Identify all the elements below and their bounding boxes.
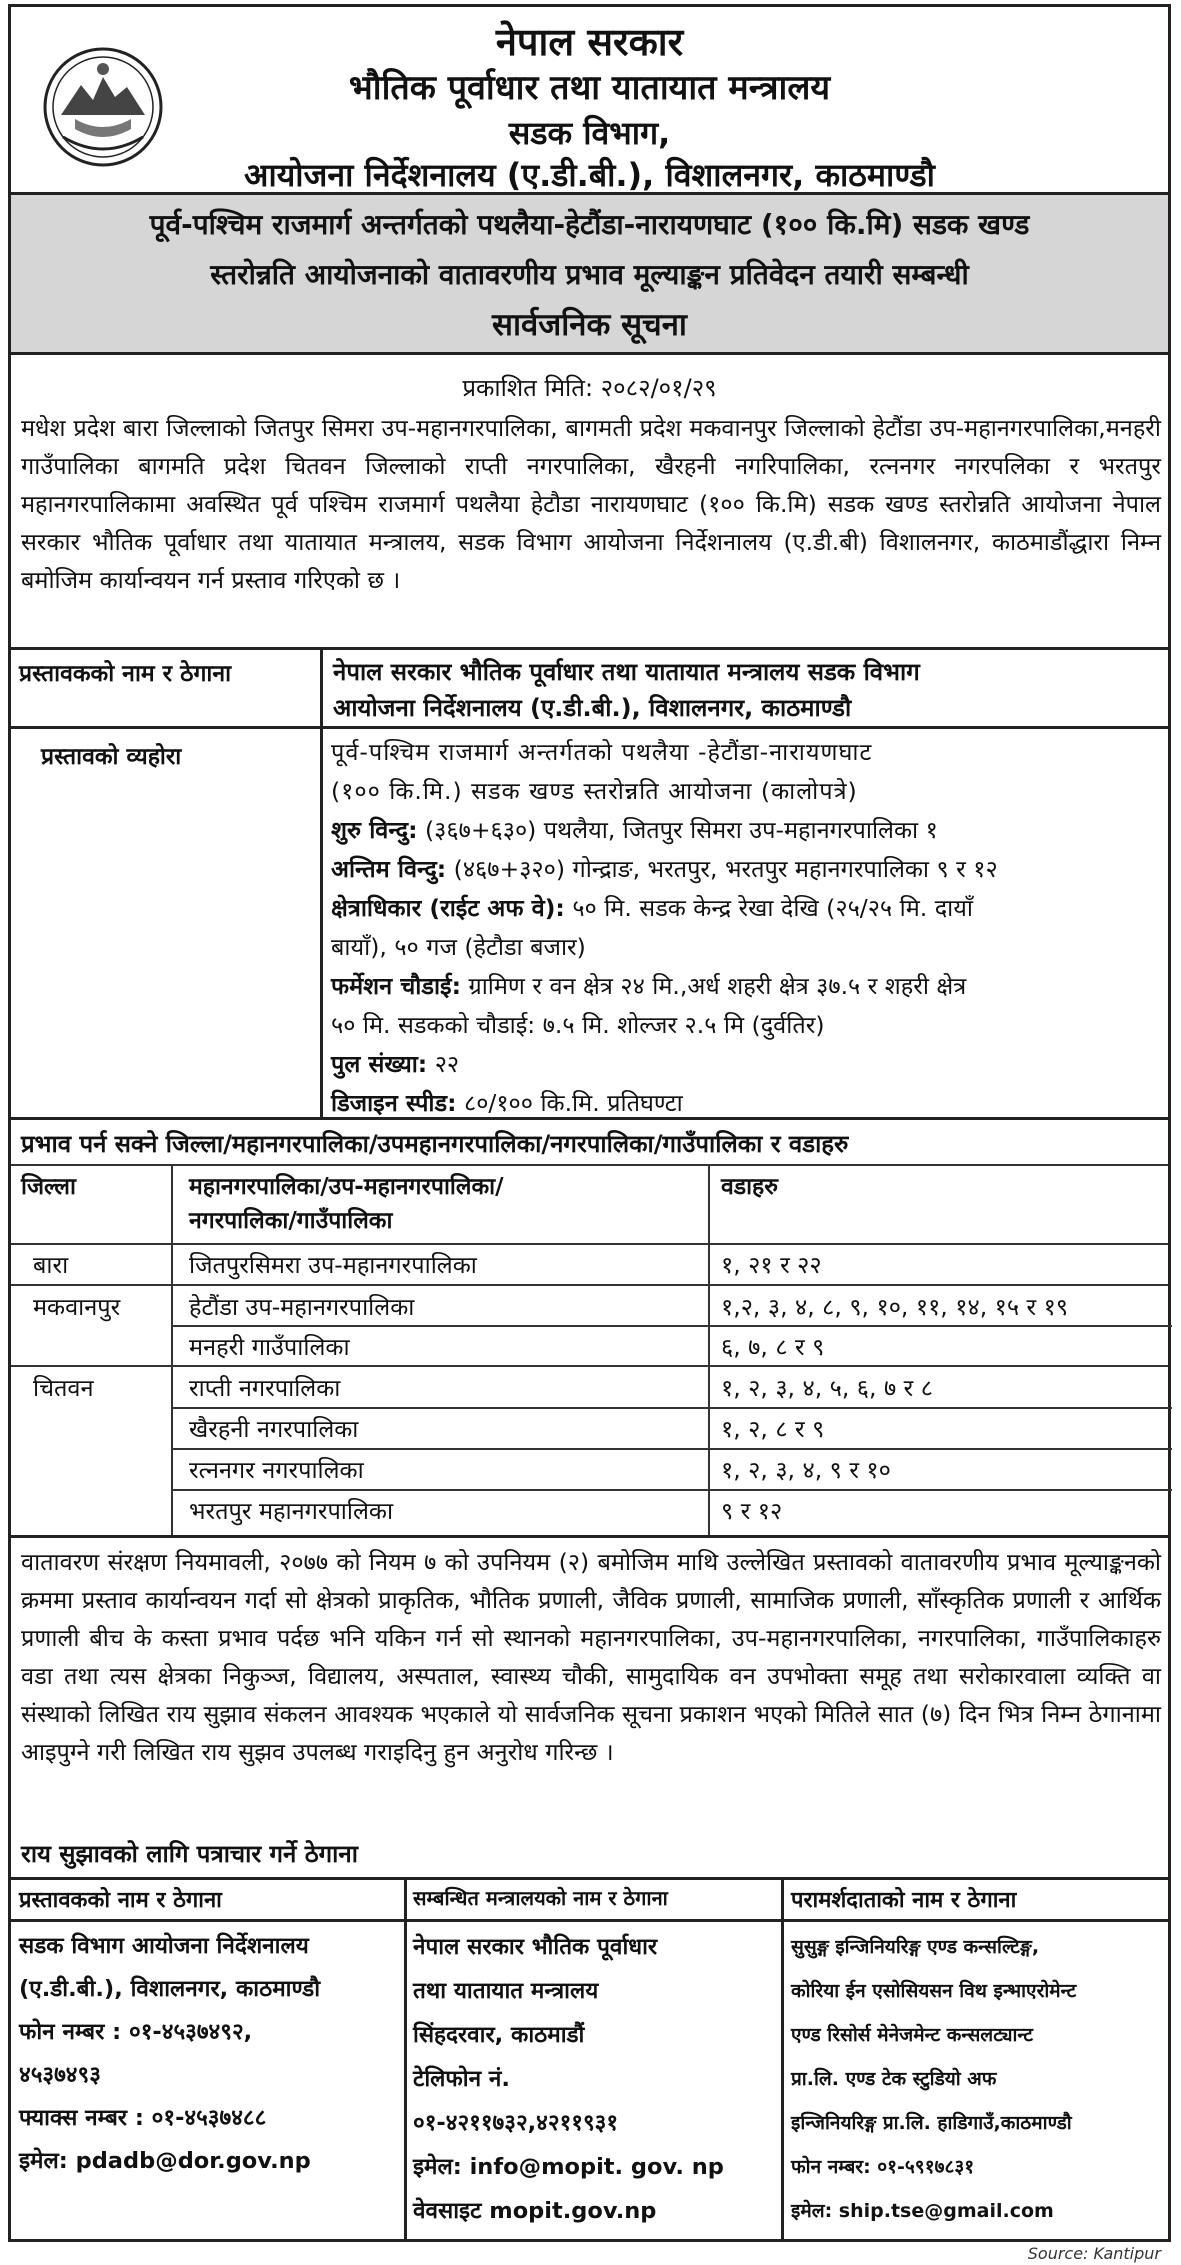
contact-col3-line: प्रा.लि. एण्ड टेक स्टुडियो अफ (791, 2068, 997, 2090)
divider (11, 1284, 1168, 1286)
divider (11, 1877, 1168, 1880)
contact-col1-line: सडक विभाग आयोजना निर्देशनालय (19, 1933, 309, 1959)
contact-col2 (413, 1925, 777, 2233)
proposer-value-line1: नेपाल सरकार भौतिक पूर्वाधार तथा यातायात मन्त्रालय सडक विभाग (333, 658, 920, 686)
contact-col2-email[interactable]: इमेल: info@mopit. gov. np (413, 2154, 724, 2180)
divider (11, 1164, 1168, 1166)
contact-col2-line: सिंहदरवार, काठमाडौं (413, 2022, 585, 2048)
formation-width (331, 967, 1161, 1006)
muni-cell: राप्ती नगरपालिका (189, 1374, 341, 1402)
divider (172, 1407, 1172, 1409)
contact-col2-line: तथा यातायात मन्त्रालय (413, 1978, 599, 2004)
proposer-label: प्रस्तावकको नाम र ठेगाना (11, 650, 323, 726)
muni-cell: रत्ननगर नगरपालिका (189, 1456, 364, 1484)
end-point-label: अन्तिम विन्दु: (331, 855, 447, 883)
formation-width-value-2: ५० मि. सडकको चौडाई: ७.५ मि. शोल्जर २.५ मि (दुर्वतिर) (331, 1011, 825, 1039)
column-divider (708, 1164, 710, 1535)
divider (11, 1365, 1168, 1367)
divider (172, 1325, 1172, 1327)
wards-cell: १,२, ३, ४, ८, ९, १०, ११, १४, १५ र १९ (721, 1293, 1069, 1321)
col-wards-header: वडाहरु (721, 1174, 779, 1200)
wards-cell: १, २, ८ र ९ (721, 1415, 825, 1443)
right-of-way (331, 889, 1161, 928)
start-point-value: (३६७+६३०) पथलैया, जितपुर सिमरा उप-महानगरपालिका १ (417, 816, 938, 844)
contact-col3-header: परामर्शदाताको नाम र ठेगाना (791, 1888, 1017, 1913)
contact-col1-email[interactable]: इमेल: pdadb@dor.gov.np (19, 2148, 311, 2174)
design-speed-label: डिजाइन स्पीड: (331, 1089, 457, 1117)
district-cell: चितवन (33, 1374, 94, 1402)
wards-cell: १, २१ र २२ (721, 1251, 822, 1279)
proposal-details (331, 733, 1161, 1123)
right-of-way-value-2: बायाँ), ५० गज (हेटौडा बजार) (331, 933, 586, 961)
contact-col2-line: नेपाल सरकार भौतिक पूर्वाधार (413, 1934, 658, 1960)
district-cell: मकवानपुर (33, 1293, 121, 1321)
title-line-1: पूर्व-पश्चिम राजमार्ग अन्तर्गतको पथलैया-हेटौंडा-नारायणघाट (१०० कि.मि) सडक खण्ड (149, 208, 1030, 241)
divider (172, 1448, 1172, 1450)
divider (172, 1489, 1172, 1491)
contact-col1-line: ४५३७४९३ (19, 2062, 101, 2088)
start-point-label: शुरु विन्दु: (331, 816, 418, 844)
right-of-way-value: ५० मि. सडक केन्द्र रेखा देखि (२५/२५ मि. दायाँ (564, 894, 973, 922)
proposer-value-line2: आयोजना निर्देशनालय (ए.डी.बी.), विशालनगर, काठमाण्डौ (333, 694, 852, 722)
contact-col2-line: टेलिफोन नं. (413, 2066, 510, 2092)
ministry-title: भौतिक पूर्वाधार तथा यातायात मन्त्रालय (348, 68, 831, 108)
notice-page (8, 4, 1171, 2242)
col-muni-header-line1: महानगरपालिका/उप-महानगरपालिका/ (189, 1174, 504, 1200)
contact-col1-line: (ए.डी.बी.), विशालनगर, काठमाण्डौ (19, 1976, 321, 2002)
department-title: सडक विभाग, (508, 114, 671, 152)
contact-col2-line: ०१-४२११७३२,४२११९३१ (413, 2110, 619, 2136)
govt-title: नेपाल सरकार (495, 20, 684, 64)
muni-cell: भरतपुर महानगरपालिका (189, 1497, 394, 1525)
header (11, 7, 1168, 195)
wards-cell: ६, ७, ८ र ९ (721, 1333, 825, 1361)
contact-col3-line: सुसुङ्ग इन्जिनियरिङ्ग एण्ड कन्सल्टिङ्ग, (791, 1936, 1040, 1958)
end-point (331, 850, 1161, 889)
design-speed-value: ८०/१०० कि.मि. प्रतिघण्टा (456, 1089, 683, 1117)
col-muni-header-line2: नगरपालिका/गाउँपालिका (189, 1208, 393, 1234)
contact-col3-line: फोन नम्बर: ०१-५९१७८३१ (791, 2156, 975, 2178)
contact-col1-line: फ्याक्स नम्बर : ०१-४५३७४८८ (19, 2105, 267, 2131)
formation-width-value: ग्रामिण र वन क्षेत्र २४ मि.,अर्ध शहरी क्षेत्र ३७.५ र शहरी क्षेत्र (460, 972, 967, 1000)
bridge-count-value: २२ (427, 1050, 460, 1078)
proposal-label: प्रस्तावको व्यहोरा (11, 729, 323, 1117)
closing-paragraph: वातावरण संरक्षण नियमावली, २०७७ को नियम ७ को उपनियम (२) बमोजिम माथि उल्लेखित प्रस्तावको वातावरणीय प्रभाव मूल्याङ्कनको क्रममा प्रस्ताव कार्यान्वयन गर्दा सो क्षेत्रको प्राकृतिक, भौतिक प्रणाली, जैविक प्रणाली, सामाजिक प्रणाली, साँस्कृतिक प्रणाली र आर्थिक प्रणाली बीच के कस्ता प्रभाव पर्दछ भनि यकिन गर्न सो स्थानको महानगरपालिका, उप-महानगरपालिका, नगरपालिका, गाउँपालिकाहरु वडा तथा त्यस क्षेत्रका निकुञ्ज, विद्यालय, अस्पताल, स्वास्थ्य चौकी, सामुदायिक वन उपभोक्ता समूह तथा सरोकारवाला व्यक्ति वा संस्थाको लिखित राय सुझाव संकलन आवश्यक भएकाले यो सार्वजनिक सूचना प्रकाशन भएको मितिले सात (७) दिन भित्र निम्न ठेगानामा आइपुग्ने गरी लिखित राय सुझव उपलब्ध गराइदिनु हुन अनुरोध गरिन्छ । (21, 1548, 1161, 1766)
title-line-3: सार्वजनिक सूचना (492, 307, 687, 343)
contact-heading: राय सुझावको लागि पत्राचार गर्ने ठेगाना (21, 1840, 358, 1868)
contact-col1-header: प्रस्तावकको नाम र ठेगाना (19, 1888, 222, 1913)
muni-cell: हेटौंडा उप-महानगरपालिका (189, 1293, 415, 1321)
column-divider (171, 1164, 173, 1535)
column-divider (781, 1877, 784, 2242)
column-divider (404, 1877, 407, 2242)
start-point (331, 811, 1161, 850)
bridge-count-label: पुल संख्या: (331, 1050, 428, 1078)
notice-title-box (11, 195, 1168, 355)
muni-cell: जितपुरसिमरा उप-महानगरपालिका (189, 1251, 477, 1279)
wards-cell: १, २, ३, ४, ९ र १० (721, 1456, 891, 1484)
col-district-header: जिल्ला (21, 1174, 76, 1200)
wards-cell: ९ र १२ (721, 1497, 783, 1525)
proposal-line-1: पूर्व-पश्चिम राजमार्ग अन्तर्गतको पथलैया -हेटौंडा-नारायणघाट (331, 738, 873, 766)
right-of-way-label: क्षेत्राधिकार (राईट अफ वे): (331, 894, 565, 922)
contact-col3-line: कोरिया ईन एसोसियसन विथ इन्भाएरोमेन्ट (791, 1980, 1077, 2002)
contact-col2-website[interactable]: वेवसाइट mopit.gov.np (413, 2198, 657, 2224)
muni-cell: खैरहनी नगरपालिका (189, 1415, 359, 1443)
contact-col1 (19, 1925, 401, 2183)
affected-heading: प्रभाव पर्न सक्ने जिल्ला/महानगरपालिका/उपमहानगरपालिका/नगरपालिका/गाउँपालिका र वडाहरु (21, 1130, 849, 1158)
contact-col3-line: इन्जिनियरिङ्ग प्रा.लि. हाडिगाउँ,काठमाण्डौ (791, 2112, 1072, 2134)
title-line-2: स्तरोन्नति आयोजनाको वातावरणीय प्रभाव मूल्याङ्कन प्रतिवेदन तयारी सम्बन्धी (210, 258, 969, 291)
directorate-title: आयोजना निर्देशनालय (ए.डी.बी.), विशालनगर, काठमाण्डौ (244, 156, 935, 194)
divider (11, 1535, 1168, 1538)
end-point-value: (४६७+३२०) गोन्द्राङ, भरतपुर, भरतपुर महानगरपालिका ९ र १२ (446, 855, 998, 883)
contact-col3-line: एण्ड रिसोर्स मेनेजमेन्ट कन्सलट्यान्ट (791, 2024, 1033, 2046)
contact-col3-email[interactable]: इमेल: ship.tse@gmail.com (791, 2200, 1054, 2222)
contact-col2-header: सम्बन्धित मन्त्रालयको नाम र ठेगाना (413, 1886, 668, 1910)
bridge-count (331, 1045, 1161, 1084)
intro-paragraph: मधेश प्रदेश बारा जिल्लाको जितपुर सिमरा उप-महानगरपालिका, बागमती प्रदेश मकवानपुर जिल्लाको हेटौंडा उप-महानगरपालिका,मनहरी गाउँपालिका बागमति प्रदेश चितवन जिल्लाको राप्ती नगरपालिका, खैरहनी नगरिपालिका, रत्ननगर नगरपलिका र भरतपुर महानगरपालिकामा अवस्थित पूर्व पश्चिम राजमार्ग पथलैया हेटौडा नारायणघाट (१०० कि.मि) सडक खण्ड स्तरोन्नति आयोजना नेपाल सरकार भौतिक पूर्वाधार तथा यातायात मन्त्रालय, सडक विभाग आयोजना निर्देशनालय (ए.डी.बी) विशालनगर, काठमाडौंद्धारा निम्न बमोजिम कार्यान्वयन गर्न प्रस्ताव गरिएको छ । (21, 414, 1161, 594)
contact-col3 (791, 1925, 1171, 2233)
source-credit: Source: Kantipur (1027, 2244, 1161, 2263)
divider (11, 1243, 1168, 1245)
contact-col1-line: फोन नम्बर : ०१-४५३७४९२, (19, 2019, 253, 2045)
muni-cell: मनहरी गाउँपालिका (189, 1333, 350, 1361)
divider (11, 1919, 1168, 1922)
publish-date: प्रकाशित मिति: २०८२/०१/२९ (462, 374, 717, 402)
district-cell: बारा (33, 1251, 69, 1279)
divider (11, 1117, 1168, 1120)
wards-cell: १, २, ३, ४, ५, ६, ७ र ८ (721, 1374, 933, 1402)
formation-width-label: फर्मेशन चौडाई: (331, 972, 461, 1000)
proposal-line-2: (१०० कि.मि.) सडक खण्ड स्तरोन्नति आयोजना (कालोपत्रे) (331, 777, 858, 805)
